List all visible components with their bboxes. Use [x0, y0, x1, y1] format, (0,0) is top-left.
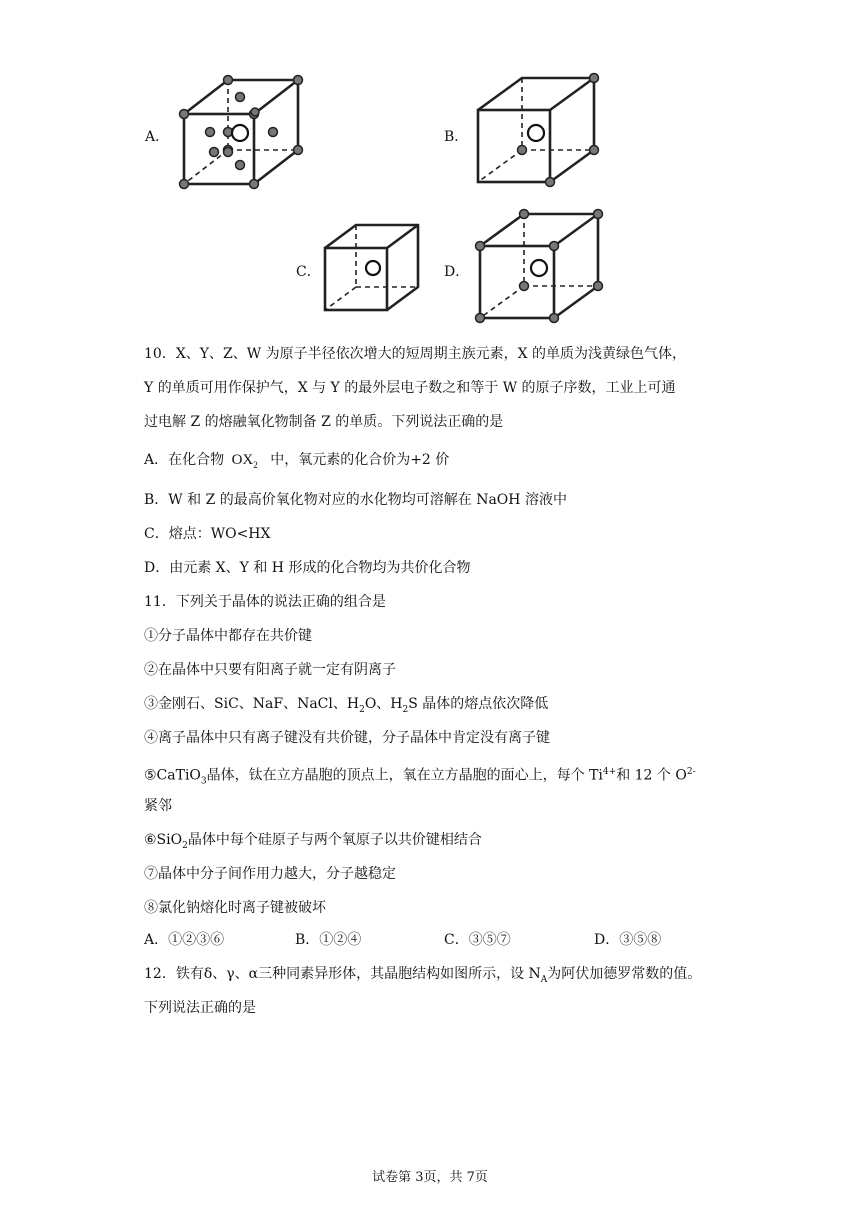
q9-option-b-figure [470, 70, 610, 195]
q9-option-c-label: C． [296, 264, 321, 280]
q11-stem: 11．下列关于晶体的说法正确的组合是 [144, 594, 386, 610]
q11-statement-8: ⑧氯化钠熔化时离子键被破坏 [144, 900, 326, 916]
q11-answer-d: D．③⑤⑧ [594, 932, 662, 948]
q9-option-d-label: D． [444, 264, 470, 280]
q9-option-d-figure [472, 206, 612, 330]
q10-stem-line-3: 过电解 Z 的熔融氧化物制备 Z 的单质。下列说法正确的是 [144, 414, 504, 430]
page-footer: 试卷第 3页，共 7页 [372, 1170, 488, 1185]
q10-option-c: C．熔点：WO<HX [144, 526, 271, 542]
q11-statement-3: ③金刚石、SiC、NaF、NaCl、$H_2O$、$H_2S$ 晶体的熔点依次降低 [144, 696, 549, 715]
q11-answer-a: A．①②③⑥ [144, 932, 225, 948]
q11-statement-2: ②在晶体中只要有阳离子就一定有阴离子 [144, 662, 396, 678]
q11-answer-b: B．①②④ [295, 932, 362, 948]
q10-option-a [144, 451, 449, 474]
q11-statement-6: ⑥SiO$_2$晶体中每个硅原子与两个氧原子以共价键相结合 [144, 832, 482, 851]
q10-option-d: D．由元素 X、Y 和 H 形成的化合物均为共价化合物 [144, 560, 471, 576]
q9-option-c-figure [318, 218, 428, 318]
q10-option-a-post: 中，氧元素的化合价为+2 价 [270, 452, 450, 468]
q11-statement-1: ①分子晶体中都存在共价键 [144, 628, 312, 644]
q12-stem-line-2: 下列说法正确的是 [144, 1000, 256, 1016]
q11-statement-4: ④离子晶体中只有离子键没有共价键，分子晶体中肯定没有离子键 [144, 730, 550, 746]
q10-stem-line-1: 10．X、Y、Z、W 为原子半径依次增大的短周期主族元素，X 的单质为浅黄绿色气体， [144, 346, 687, 362]
q9-option-b-label: B． [444, 129, 469, 145]
q11-answer-c: C．③⑤⑦ [444, 932, 511, 948]
q9-option-a-figure [170, 70, 310, 195]
q11-statement-7: ⑦晶体中分子间作用力越大，分子越稳定 [144, 866, 396, 882]
q10-stem-line-2: Y 的单质可用作保护气，X 与 Y 的最外层电子数之和等于 W 的原子序数，工业上可通 [144, 380, 676, 396]
q12-stem-line-1: 12．铁有δ、γ、α三种同素异形体，其晶胞结构如图所示，设 $N_A$为阿伏加德罗常数的值。 [144, 966, 702, 985]
q10-option-b: B．W 和 Z 的最高价氧化物对应的水化物均可溶解在 NaOH 溶液中 [144, 492, 567, 508]
q10-formula: $OX_2$ [231, 452, 258, 470]
q9-option-a-label: A． [145, 129, 170, 145]
q11-statement-5-cont: 紧邻 [144, 798, 172, 814]
q11-statement-5: ⑤CaTiO$_3$晶体，钛在立方晶胞的顶点上，氧在立方晶胞的面心上，每个 $Ti^{4+}$和 12 个 $O^{2-}$ [144, 767, 696, 787]
q10-option-a-pre: A．在化合物 [144, 452, 225, 468]
